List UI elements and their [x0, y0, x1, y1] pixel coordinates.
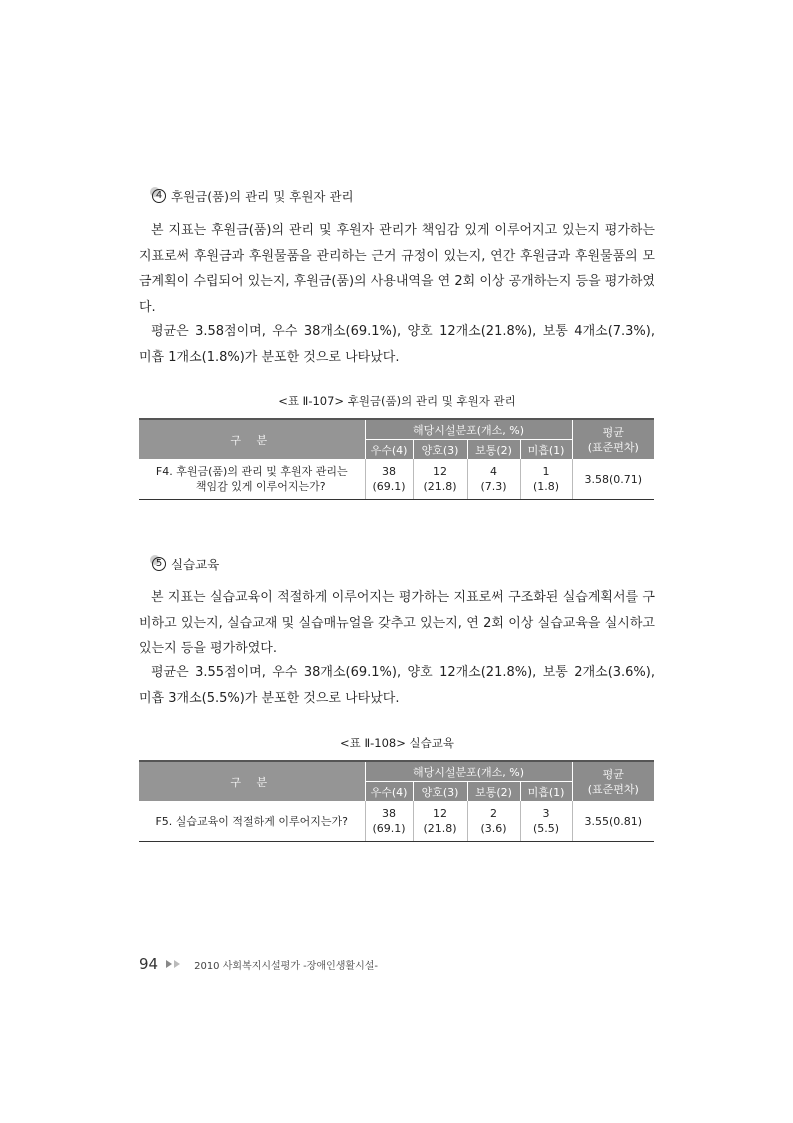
cell-normal: 4 (7.3) — [467, 459, 520, 500]
header-distribution: 해당시설분포(개소, %) — [365, 761, 572, 782]
header-category: 구 분 — [139, 419, 365, 459]
header-col-poor: 미흡(1) — [520, 440, 572, 460]
page-footer — [139, 955, 378, 973]
header-category: 구 분 — [139, 761, 365, 801]
header-average: 평균 (표준편차) — [572, 419, 654, 459]
footer-text: 2010 사회복지시설평가 -장애인생활시설- — [194, 960, 379, 972]
section-4-paragraph-2: 평균은 3.58점이며, 우수 38개소(69.1%), 양호 12개소(21.8%), 보통 4개소(7.3%), 미흡 1개소(1.8%)가 분포한 것으로 나타났다. — [139, 324, 655, 365]
cell-average: 3.58(0.71) — [572, 459, 654, 500]
header-col-normal: 보통(2) — [467, 782, 520, 802]
section-5-paragraph-1: 본 지표는 실습교육이 적절하게 이루어지는 평가하는 지표로써 구조화된 실습계획서를 구비하고 있는지, 실습교재 및 실습매뉴얼을 갖추고 있는지, 연 2회 이상 실습교육을 실시하고 있는지 등을 평가하였다. — [139, 590, 655, 656]
header-col-normal: 보통(2) — [467, 440, 520, 460]
page-number: 94 — [139, 955, 159, 973]
section-4-paragraph-1: 본 지표는 후원금(품)의 관리 및 후원자 관리가 책임감 있게 이루어지고 있는지 평가하는 지표로써 후원금과 후원물품을 관리하는 근거 규정이 있는지, 연간 후원금과 후원물품의 모금계획이 수립되어 있는지, 후원금(품)의 사용내역을 연 2회 이상 공개하는지 등을 평가하였다. — [139, 223, 655, 315]
section-4-heading — [152, 187, 354, 205]
header-col-excellent: 우수(4) — [365, 782, 413, 802]
cell-good: 12 (21.8) — [413, 459, 467, 500]
cell-average: 3.55(0.81) — [572, 801, 654, 842]
table-108 — [139, 760, 654, 842]
table-row — [139, 801, 654, 842]
header-distribution: 해당시설분포(개소, %) — [365, 419, 572, 440]
header-col-excellent: 우수(4) — [365, 440, 413, 460]
header-col-good: 양호(3) — [413, 440, 467, 460]
header-average: 평균 (표준편차) — [572, 761, 654, 801]
section-number-badge: 4 — [152, 189, 166, 203]
table-108-caption: <표 Ⅱ-108> 실습교육 — [340, 736, 454, 750]
cell-excellent: 38 (69.1) — [365, 459, 413, 500]
cell-excellent: 38 (69.1) — [365, 801, 413, 842]
row-label: F5. 실습교육이 적절하게 이루어지는가? — [139, 801, 365, 842]
arrow-icon — [166, 960, 180, 968]
header-col-poor: 미흡(1) — [520, 782, 572, 802]
cell-normal: 2 (3.6) — [467, 801, 520, 842]
section-5-heading — [152, 555, 219, 573]
cell-poor: 1 (1.8) — [520, 459, 572, 500]
table-row — [139, 459, 654, 500]
table-107 — [139, 418, 654, 500]
section-number-badge: 5 — [152, 557, 166, 571]
table-107-caption: <표 Ⅱ-107> 후원금(품)의 관리 및 후원자 관리 — [278, 394, 516, 408]
cell-poor: 3 (5.5) — [520, 801, 572, 842]
section-title: 후원금(품)의 관리 및 후원자 관리 — [171, 189, 354, 204]
cell-good: 12 (21.8) — [413, 801, 467, 842]
section-title: 실습교육 — [171, 557, 220, 572]
row-label: F4. 후원금(품)의 관리 및 후원자 관리는 책임감 있게 이루어지는가? — [139, 459, 365, 500]
section-5-paragraph-2: 평균은 3.55점이며, 우수 38개소(69.1%), 양호 12개소(21.8%), 보통 2개소(3.6%), 미흡 3개소(5.5%)가 분포한 것으로 나타났다. — [139, 665, 655, 706]
header-col-good: 양호(3) — [413, 782, 467, 802]
